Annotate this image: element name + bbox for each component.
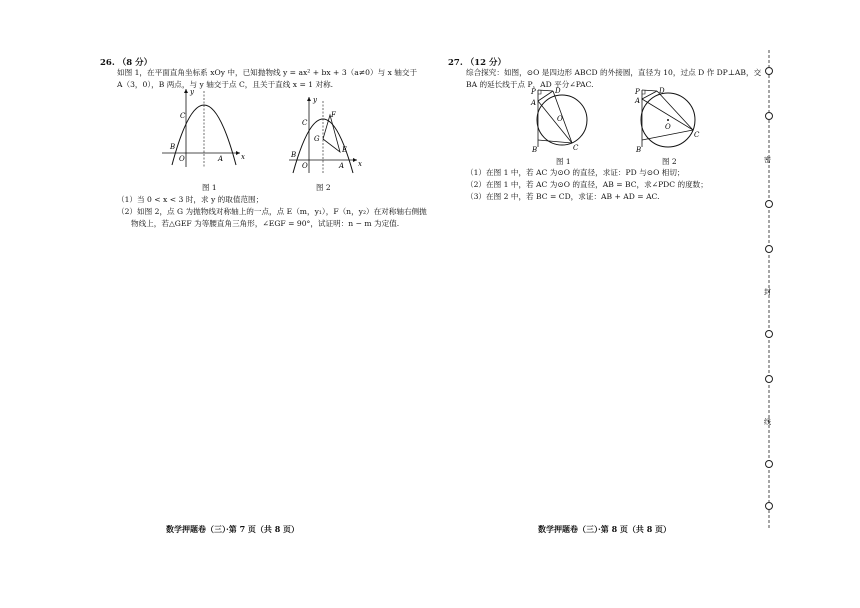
fig2-label-P: P [635, 88, 640, 96]
right-page [430, 0, 860, 608]
fig2-label-C: C [694, 131, 700, 139]
q26-figure-1 [160, 85, 250, 170]
binding-hole [765, 112, 773, 120]
fig2-label-A: A [339, 162, 345, 170]
q27-intro-line1: 综合探究：如图，⊙O 是四边形 ABCD 的外接圆，直径为 10，过点 D 作 DP⊥AB，交 [466, 68, 762, 77]
fig2-label-x: x [358, 160, 362, 168]
fig2-label-B: B [636, 146, 642, 154]
fig1-label-B: B [170, 143, 176, 151]
binding-margin [753, 50, 793, 530]
binding-dashed-line [753, 50, 793, 530]
fig2-label-G: G [314, 135, 320, 143]
fig1-label-C: C [573, 144, 579, 152]
fig2-label-A: A [635, 97, 641, 105]
q27-intro-line2: BA 的延长线于点 P，AD 平分∠PAC. [466, 80, 594, 89]
binding-hole [765, 200, 773, 208]
fig2-label-C: C [302, 119, 308, 127]
fig2-label-O: O [665, 123, 671, 131]
fig2-label-B: B [291, 151, 297, 159]
binding-hole [765, 330, 773, 338]
binding-mark-line: 线 [764, 418, 771, 426]
binding-mark-seal: 密 [764, 156, 771, 164]
page-8-footer: 数学押题卷（三）·第 8 页（共 8 页） [538, 524, 672, 534]
binding-mark-seal-2: 封 [764, 288, 771, 296]
fig1-label-O: O [179, 155, 185, 163]
fig2-label-D: D [659, 87, 665, 95]
fig1-label-C: C [180, 112, 186, 120]
fig1-label-P: P [531, 88, 536, 96]
question-score: （12 分） [465, 58, 507, 68]
fig1-label-A: A [531, 99, 537, 107]
q26-intro-line1: 如图 1，在平面直角坐标系 xOy 中，已知抛物线 y = ax² + bx + 3（a≠0）与 x 轴交于 [117, 68, 418, 77]
q26-part2-line2: 物线上，若△GEF 为等腰直角三角形，∠EGF = 90°，试证明：n − m 为定值. [131, 219, 400, 228]
binding-hole [765, 460, 773, 468]
binding-hole [765, 375, 773, 383]
q26-part1: （1）当 0 < x < 3 时，求 y 的取值范围； [117, 195, 264, 204]
q27-fig2-caption: 图 2 [662, 157, 677, 166]
q27-part1: （1）在图 1 中，若 AC 为⊙O 的直径，求证：PD 与⊙O 相切； [466, 168, 685, 177]
q26-part2-line1: （2）如图 2，点 G 为抛物线对称轴上的一点，点 E（m，y₁），F（n，y₂）在对称轴右侧抛 [117, 207, 427, 216]
binding-hole [765, 245, 773, 253]
question-number: 27. [448, 58, 463, 68]
q26-intro-line2: A（3，0），B 两点，与 y 轴交于点 C，且关于直线 x = 1 对称. [117, 80, 334, 89]
fig1-label-D: D [555, 87, 561, 95]
fig2-label-F: F [331, 111, 336, 119]
binding-hole [765, 502, 773, 510]
fig1-label-y: y [190, 88, 194, 96]
fig2-label-E: E [342, 146, 348, 154]
fig2-label-O: O [302, 162, 308, 170]
fig1-label-B: B [532, 146, 538, 154]
page-7-footer: 数学押题卷（三）·第 7 页（共 8 页） [166, 524, 300, 534]
q26-fig1-caption: 图 1 [202, 183, 217, 192]
q27-figure-2 [630, 85, 702, 155]
fig1-label-A: A [218, 155, 224, 163]
q26-figure-2 [285, 95, 365, 175]
question-number: 26. [100, 58, 115, 68]
fig1-label-x: x [241, 153, 245, 161]
q27-part2: （2）在图 1 中，若 AC 为⊙O 的直径，AB = BC，求∠PDC 的度数； [466, 180, 708, 189]
fig1-label-O: O [557, 115, 563, 123]
q27-part3: （3）在图 2 中，若 BC = CD，求证：AB + AD = AC. [466, 192, 660, 201]
fig2-label-y: y [313, 96, 317, 104]
q27-figure-1 [526, 85, 596, 155]
q26-fig2-caption: 图 2 [316, 183, 331, 192]
question-score: （8 分） [117, 58, 153, 68]
q27-fig1-caption: 图 1 [556, 157, 571, 166]
binding-hole [765, 67, 773, 75]
